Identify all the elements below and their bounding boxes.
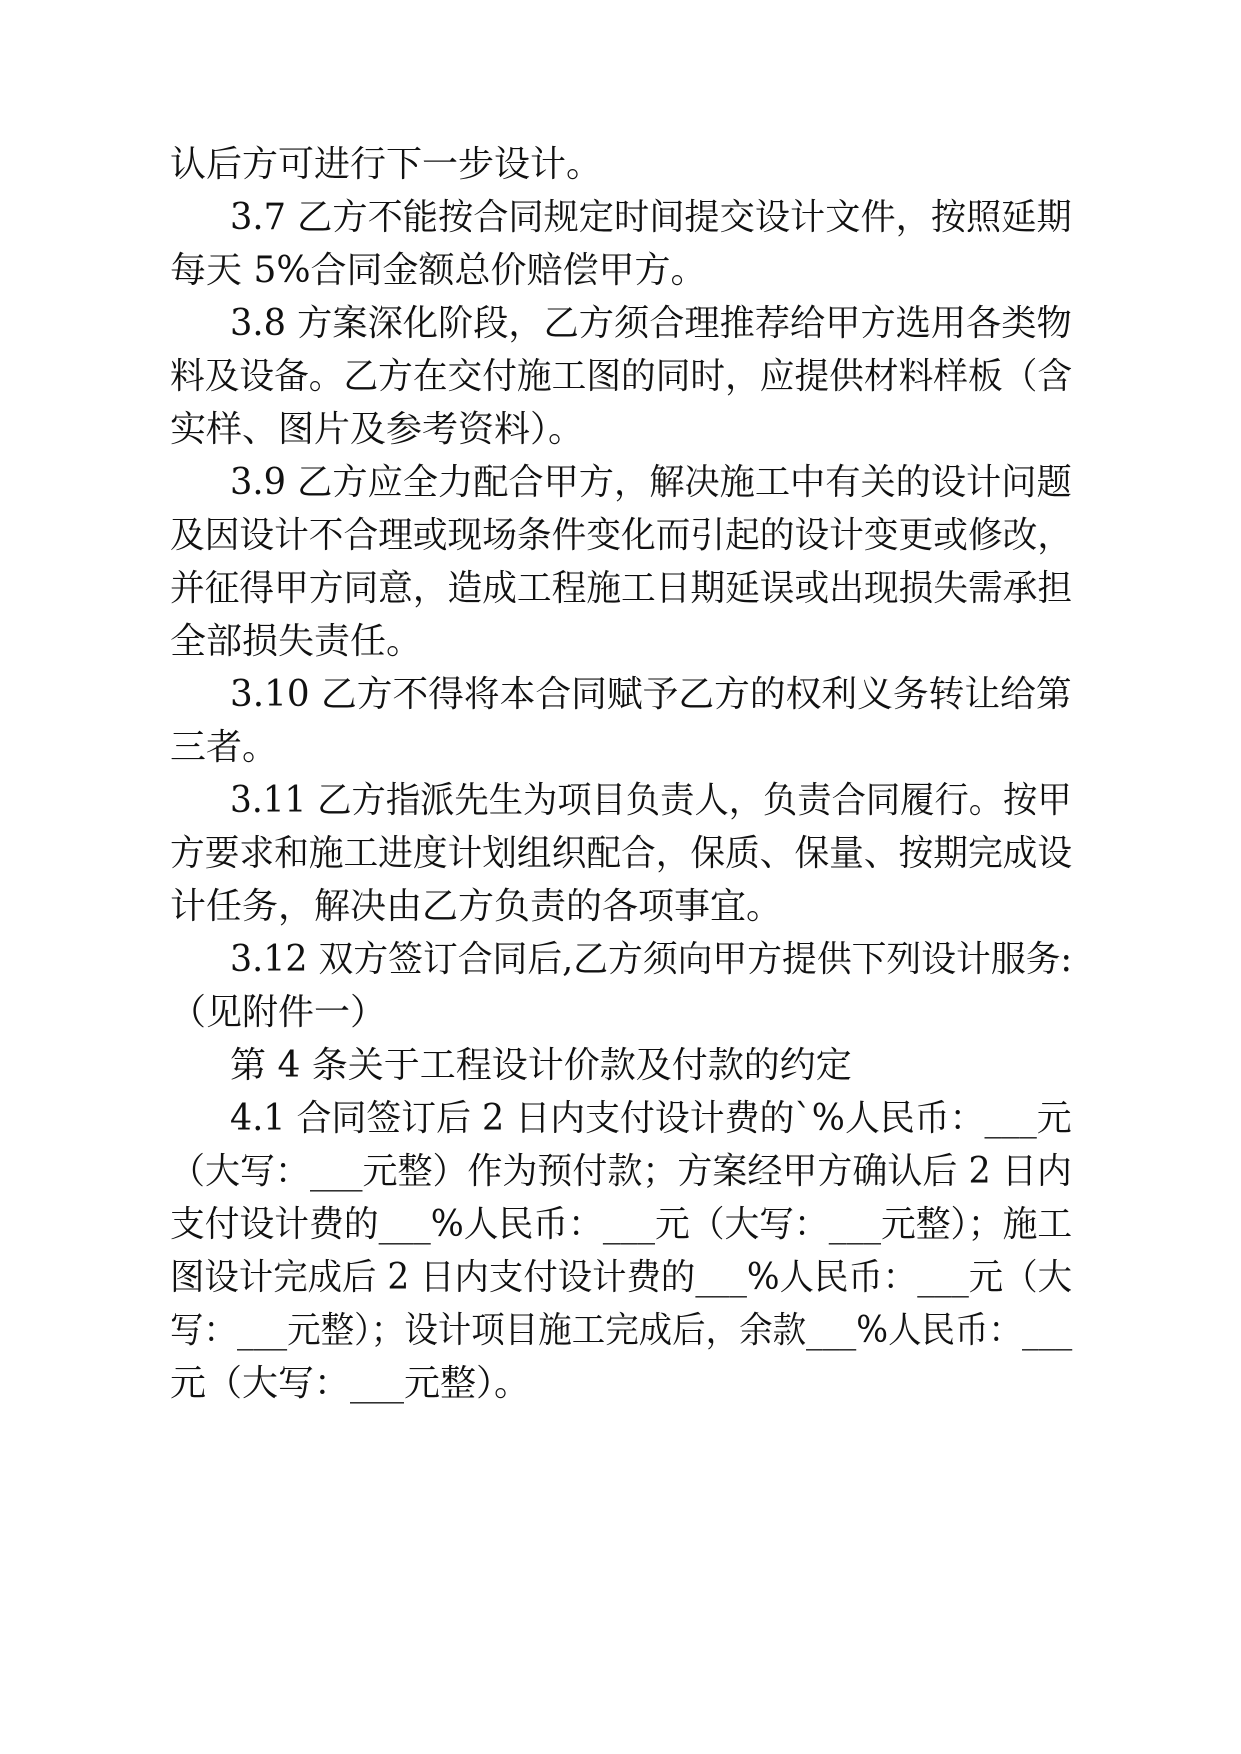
text-line-1: 认后方可进行下一步设计。 [170,144,603,185]
text-line-12: 三者。 [170,727,279,768]
text-line-13: 3.11 乙方指派先生为项目负责人，负责合同履行。按甲 [230,780,1072,821]
text-line-17: （见附件一） [170,992,387,1033]
text-line-20: （大写：___元整）作为预付款；方案经甲方确认后 2 日内 [170,1151,1072,1192]
text-line-4: 3.8 方案深化阶段，乙方须合理推荐给甲方选用各类物 [230,303,1072,344]
text-line-5: 料及设备。乙方在交付施工图的同时，应提供材料样板（含 [170,356,1073,397]
text-line-2: 3.7 乙方不能按合同规定时间提交设计文件，按照延期 [230,197,1072,238]
text-line-11: 3.10 乙方不得将本合同赋予乙方的权利义务转让给第 [230,674,1072,715]
text-line-18: 第 4 条关于工程设计价款及付款的约定 [230,1045,852,1086]
text-line-15: 计任务，解决由乙方负责的各项事宜。 [170,886,783,927]
text-line-3: 每天 5%合同金额总价赔偿甲方。 [170,250,707,291]
text-line-16: 3.12 双方签订合同后,乙方须向甲方提供下列设计服务: [230,939,1073,980]
text-line-7: 3.9 乙方应全力配合甲方，解决施工中有关的设计问题 [230,462,1072,503]
text-line-21: 支付设计费的___%人民币：___元（大写：___元整）；施工 [170,1204,1073,1245]
text-line-22: 图设计完成后 2 日内支付设计费的___%人民币：___元（大 [170,1257,1072,1298]
text-line-9: 并征得甲方同意，造成工程施工日期延误或出现损失需承担 [170,568,1073,609]
text-line-10: 全部损失责任。 [170,621,423,662]
text-line-6: 实样、图片及参考资料）。 [170,409,585,450]
text-line-14: 方要求和施工进度计划组织配合，保质、保量、按期完成设 [170,833,1073,874]
text-line-23: 写：___元整）；设计项目施工完成后，余款___%人民币：___ [170,1310,1073,1351]
text-line-24: 元（大写：___元整）。 [170,1363,531,1404]
text-line-8: 及因设计不合理或现场条件变化而引起的设计变更或修改， [170,515,1073,556]
text-line-19: 4.1 合同签订后 2 日内支付设计费的`%人民币：___元 [230,1098,1072,1139]
